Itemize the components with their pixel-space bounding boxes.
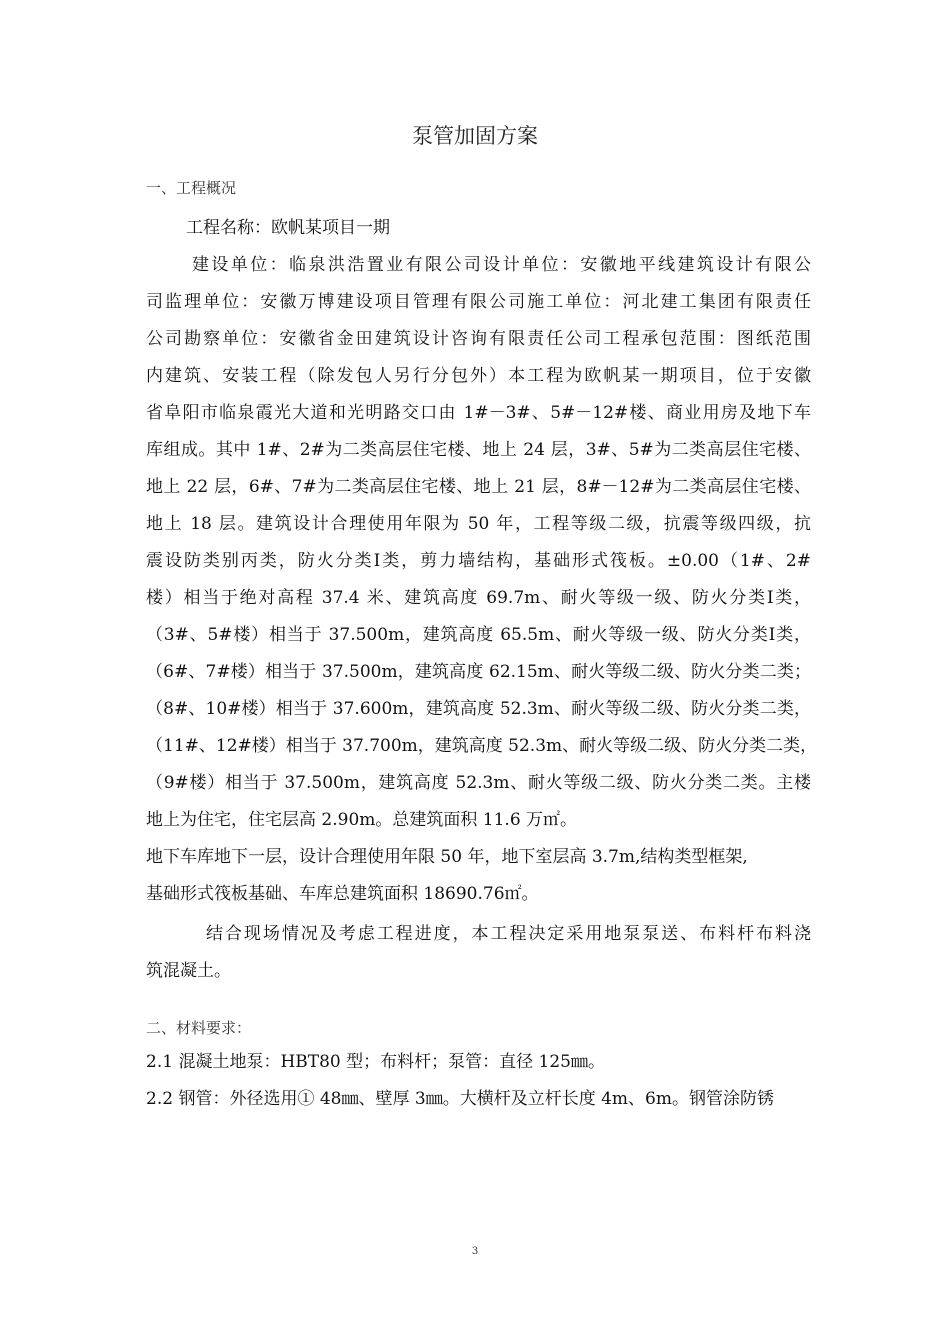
project-name-line — [186, 210, 851, 247]
text-line: （11#、12#楼）相当于 37.700m，建筑高度 52.3m、耐火等级二级、防火分类二类， — [146, 736, 818, 756]
text-line: 楼）相当于绝对高程 37.4 米、建筑高度 69.7m、耐火等级一级、防火分类Ⅰ类， — [146, 588, 811, 608]
text-line: 库组成。其中 1#、2#为二类高层住宅楼、地上 24 层，3#、5#为二类高层住宅楼、 — [146, 440, 811, 460]
section-heading-overview: 一、工程概况 — [146, 179, 237, 197]
text-line: 地上 18 层。建筑设计合理使用年限为 50 年，工程等级二级，抗震等级四级，抗 — [146, 514, 811, 534]
text-line: 建设单位：临泉洪浩置业有限公司设计单位：安徽地平线建筑设计有限公 — [192, 255, 811, 275]
text-line: 公司勘察单位：安徽省金田建筑设计咨询有限责任公司工程承包范围：图纸范围 — [146, 329, 811, 349]
page-number: 3 — [471, 1246, 479, 1257]
text-line: 地上 22 层，6#、7#为二类高层住宅楼、地上 21 层，8#－12#为二类高层住宅楼、 — [146, 477, 811, 497]
text-line: 地下车库地下一层，设计合理使用年限 50 年，地下室层高 3.7m,结构类型框架, — [146, 847, 748, 867]
text-line: 震设防类别丙类，防火分类Ⅰ类，剪力墙结构，基础形式筏板。±0.00（1#、2# — [146, 551, 811, 571]
document-title: 泵管加固方案 — [412, 124, 538, 148]
overview-paragraph — [146, 247, 818, 839]
text-line: 基础形式筏板基础、车库总建筑面积 18690.76㎡。 — [146, 884, 539, 904]
text-line: 工程名称：欧帆某项目一期 — [186, 218, 390, 238]
text-line: 司监理单位：安徽万博建设项目管理有限公司施工单位：河北建工集团有限责任 — [146, 292, 811, 312]
text-line: 地上为住宅，住宅层高 2.90m。总建筑面积 11.6 万㎡。 — [146, 810, 578, 830]
list-item: 2.1 混凝土地泵：HBT80 型；布料杆；泵管：直径 125㎜。 — [146, 1052, 605, 1072]
materials-list — [146, 1044, 811, 1118]
list-item: 2.2 钢管：外径选用① 48㎜、壁厚 3㎜。大横杆及立杆长度 4m、6m。钢管涂防锈 — [146, 1089, 774, 1109]
method-paragraph — [146, 916, 811, 990]
text-line: （6#、7#楼）相当于 37.500m，建筑高度 62.15m、耐火等级二级、防火分类二类； — [146, 662, 811, 682]
text-line: 筑混凝土。 — [146, 961, 231, 981]
text-line: 省阜阳市临泉霞光大道和光明路交口由 1#－3#、5#－12#楼、商业用房及地下车 — [146, 403, 811, 423]
text-line: 结合现场情况及考虑工程进度，本工程决定采用地泵泵送、布料杆布料浇 — [206, 924, 811, 944]
text-line: 内建筑、安装工程（除发包人另行分包外）本工程为欧帆某一期项目，位于安徽 — [146, 366, 811, 386]
garage-paragraph — [146, 839, 811, 913]
text-line: （9#楼）相当于 37.500m，建筑高度 52.3m、耐火等级二级、防火分类二类。主楼 — [146, 773, 811, 793]
text-line: （8#、10#楼）相当于 37.600m，建筑高度 52.3m、耐火等级二级、防火分类二类， — [146, 699, 811, 719]
section-heading-materials: 二、材料要求： — [146, 1019, 252, 1037]
text-line: （3#、5#楼）相当于 37.500m，建筑高度 65.5m、耐火等级一级、防火分类Ⅰ类， — [146, 625, 811, 645]
